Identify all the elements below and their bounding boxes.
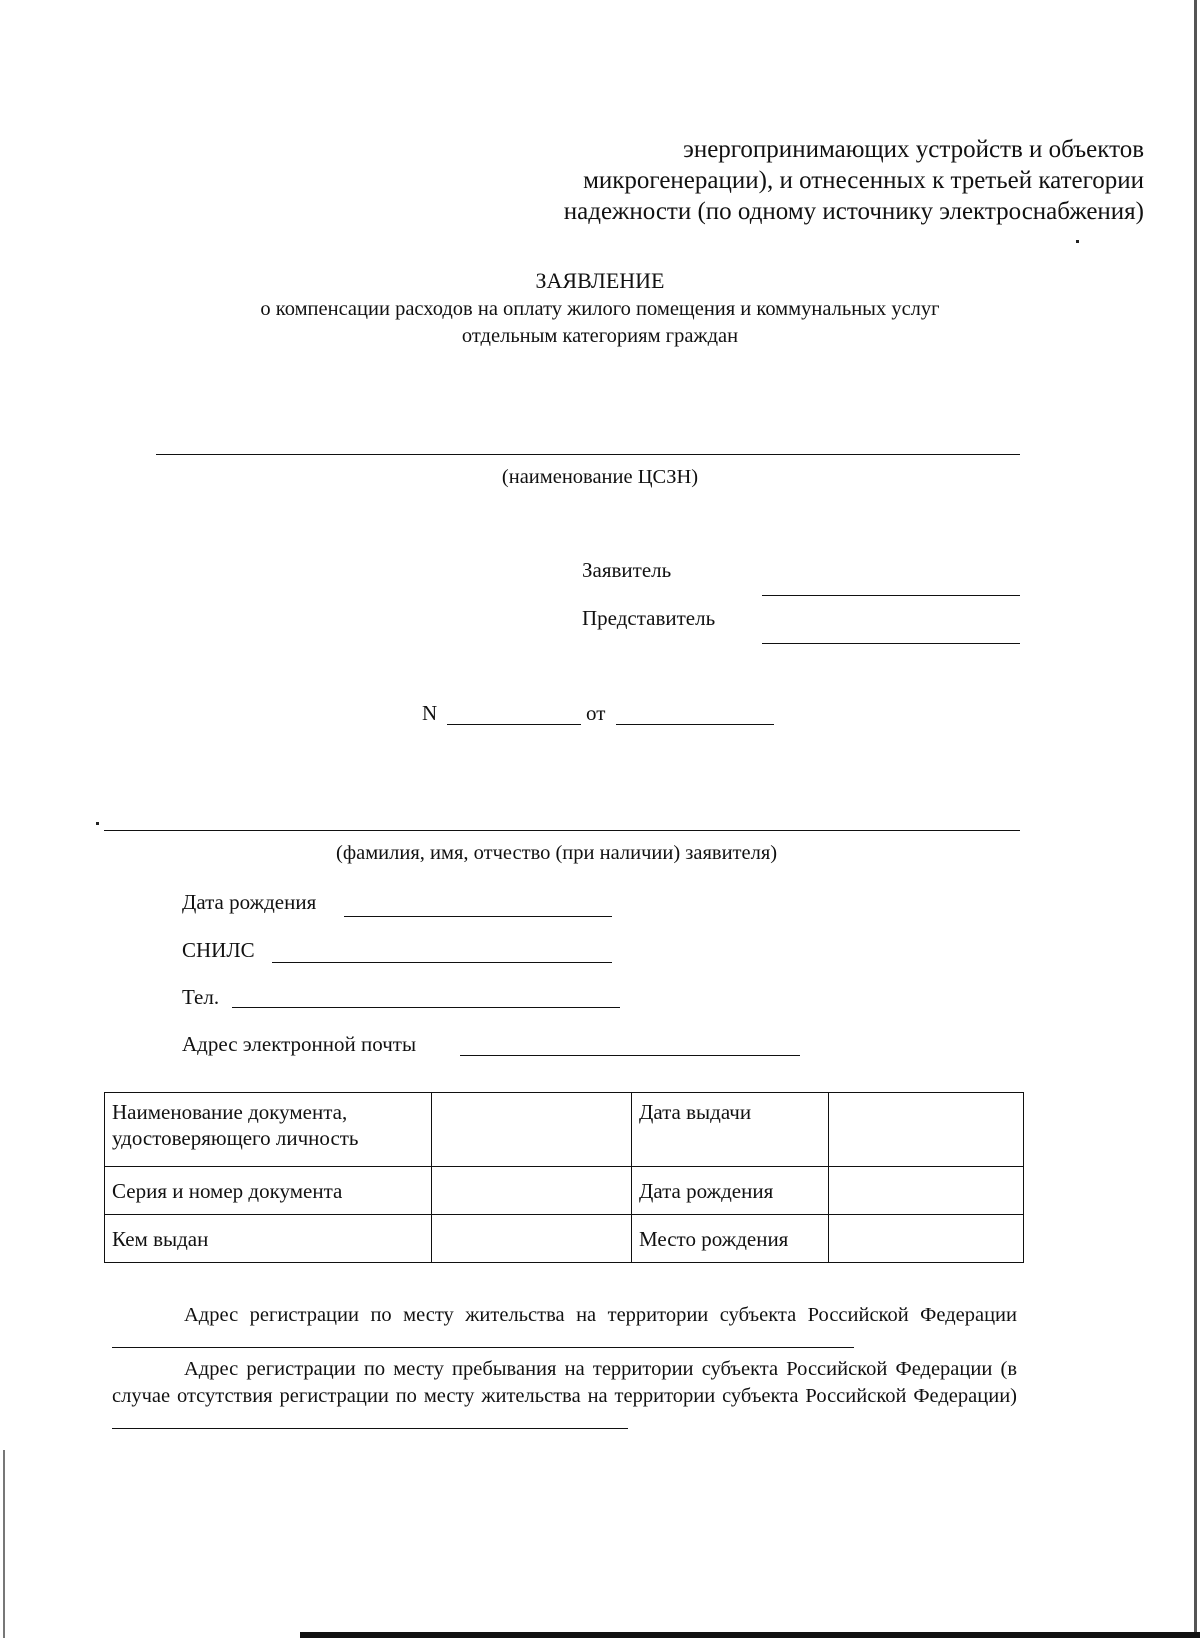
- table-row: [105, 1215, 1024, 1263]
- address-residence-field[interactable]: [112, 1346, 854, 1348]
- address-stay-paragraph: [112, 1356, 1017, 1437]
- applicant-field[interactable]: [762, 595, 1020, 596]
- scan-dot: [96, 822, 99, 825]
- phone-label: Тел.: [182, 985, 220, 1009]
- table-label-cell: Место рождения: [632, 1215, 829, 1263]
- address-stay-field[interactable]: [112, 1427, 628, 1429]
- table-value-cell[interactable]: [432, 1215, 632, 1263]
- number-label: N: [422, 701, 438, 725]
- address-residence-text: Адрес регистрации по месту жительства на территории субъекта Российской Федерации: [184, 1304, 1017, 1326]
- address-stay-text: Адрес регистрации по месту пребывания на территории субъекта Российской Федерации (в случае отсутствия регистрации по месту жительства на территории субъекта Российской Федерации): [112, 1358, 1017, 1407]
- header-intro-line-3: надежности (по одному источнику электроснабжения): [563, 198, 1144, 225]
- table-row: [105, 1167, 1024, 1215]
- table-label-cell: Дата выдачи: [632, 1093, 829, 1167]
- header-intro-line-2: микрогенерации), и отнесенных к третьей категории: [583, 167, 1144, 194]
- fio-field[interactable]: [104, 830, 1020, 831]
- document-subtitle-line-2: отдельным категориям граждан: [461, 325, 739, 347]
- snils-field[interactable]: [272, 962, 612, 963]
- representative-field[interactable]: [762, 643, 1020, 644]
- table-label-cell: Наименование документа, удостоверяющего личность: [105, 1093, 432, 1167]
- fio-caption: (фамилия, имя, отчество (при наличии) заявителя): [336, 842, 778, 864]
- from-label: от: [586, 701, 606, 725]
- scan-dot: [1076, 240, 1079, 243]
- representative-label: Представитель: [582, 606, 716, 630]
- table-label-cell: Серия и номер документа: [105, 1167, 432, 1215]
- applicant-label: Заявитель: [582, 558, 672, 582]
- scan-edge-left: [3, 1450, 5, 1638]
- birth-date-label: Дата рождения: [182, 890, 317, 914]
- header-intro-line-1: энергопринимающих устройств и объектов: [683, 136, 1144, 163]
- document-title: ЗАЯВЛЕНИЕ: [535, 268, 665, 293]
- scan-edge-right: [1194, 0, 1197, 1638]
- table-value-cell[interactable]: [432, 1093, 632, 1167]
- table-row: [105, 1093, 1024, 1167]
- scan-edge-bottom: [300, 1632, 1200, 1638]
- birth-date-field[interactable]: [344, 916, 612, 917]
- number-field[interactable]: [447, 724, 581, 725]
- document-subtitle-line-1: о компенсации расходов на оплату жилого помещения и коммунальных услуг: [260, 298, 940, 320]
- phone-field[interactable]: [232, 1007, 620, 1008]
- header-intro: [564, 134, 1144, 227]
- table-value-cell[interactable]: [829, 1093, 1024, 1167]
- email-field[interactable]: [460, 1055, 800, 1056]
- table-label-cell: Кем выдан: [105, 1215, 432, 1263]
- organization-caption: (наименование ЦСЗН): [501, 466, 699, 488]
- organization-name-field[interactable]: [156, 454, 1020, 455]
- table-value-cell[interactable]: [829, 1167, 1024, 1215]
- table-label-cell: Дата рождения: [632, 1167, 829, 1215]
- table-value-cell[interactable]: [829, 1215, 1024, 1263]
- table-value-cell[interactable]: [432, 1167, 632, 1215]
- identity-document-table: [104, 1092, 1024, 1263]
- email-label: Адрес электронной почты: [182, 1032, 417, 1056]
- address-residence-paragraph: [112, 1302, 1017, 1356]
- snils-label: СНИЛС: [182, 938, 255, 962]
- date-field[interactable]: [616, 724, 774, 725]
